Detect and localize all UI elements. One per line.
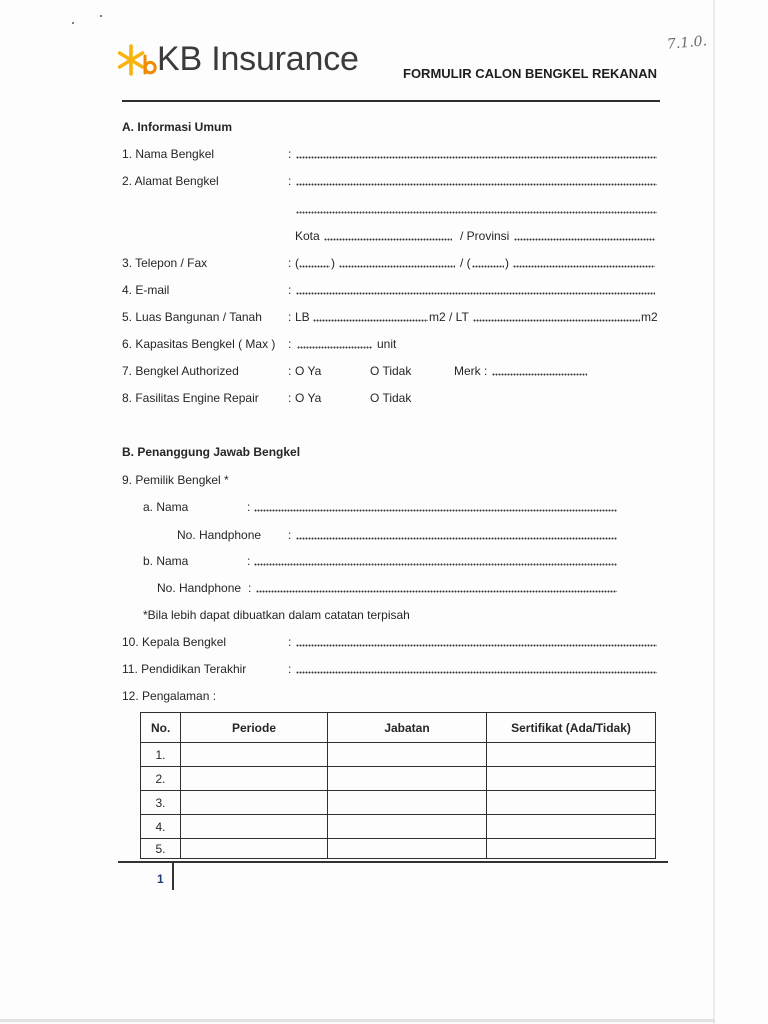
field-separator: : <box>248 581 252 595</box>
luas-unit: m2 <box>641 310 658 324</box>
field-separator: : <box>288 662 292 676</box>
brand-name: KB Insurance <box>157 40 359 78</box>
fill-in-line <box>254 563 617 566</box>
field-label: 9. Pemilik Bengkel * <box>122 473 229 487</box>
row-number: 5. <box>141 839 181 859</box>
field-separator: : <box>288 147 292 161</box>
field-separator: : <box>288 283 292 297</box>
sertifikat-cell <box>487 839 656 859</box>
field-label: 2. Alamat Bengkel <box>122 174 219 188</box>
table-row <box>141 815 656 839</box>
periode-cell <box>181 767 328 791</box>
fax-area-code-open: / ( <box>460 256 471 270</box>
fill-in-line <box>513 265 655 268</box>
scan-speck <box>100 15 102 17</box>
periode-cell <box>181 743 328 767</box>
fill-in-line <box>492 373 587 376</box>
merk-label: Merk : <box>454 364 488 378</box>
field-label: 3. Telepon / Fax <box>122 256 208 270</box>
fill-in-line <box>472 265 504 268</box>
fill-in-line <box>324 238 452 241</box>
jabatan-cell <box>328 815 487 839</box>
sertifikat-cell <box>487 743 656 767</box>
field-kapasitas <box>0 336 768 352</box>
field-label: b. Nama <box>143 554 189 568</box>
field-label: 10. Kepala Bengkel <box>122 635 227 649</box>
field-telepon-fax <box>0 255 768 271</box>
field-separator: : <box>288 310 292 324</box>
field-separator: : <box>288 391 292 405</box>
option-tidak: O Tidak <box>370 391 412 405</box>
field-label: 8. Fasilitas Engine Repair <box>122 391 259 405</box>
table-row <box>141 767 656 791</box>
fill-in-line <box>297 346 372 349</box>
luas-tanah-prefix: m2 / LT <box>429 310 469 324</box>
field-owner-b-handphone <box>0 580 768 596</box>
periode-cell <box>181 791 328 815</box>
jabatan-cell <box>328 791 487 815</box>
kota-label: Kota <box>295 229 320 243</box>
fill-in-line <box>514 238 655 241</box>
section-b-heading <box>0 444 768 460</box>
option-ya: O Ya <box>295 391 322 405</box>
table-row <box>141 791 656 815</box>
field-label: 11. Pendidikan Terakhir <box>122 662 247 676</box>
area-code-open: ( <box>295 256 299 270</box>
fill-in-line <box>256 590 617 593</box>
jabatan-cell <box>328 767 487 791</box>
column-header-no: No. <box>141 713 181 743</box>
experience-table <box>140 712 656 859</box>
field-label: 7. Bengkel Authorized <box>122 364 239 378</box>
header-divider <box>122 100 660 102</box>
field-alamat-bengkel <box>0 173 768 189</box>
fill-in-line <box>296 183 657 186</box>
section-a-heading <box>0 119 768 135</box>
field-owner-a-handphone <box>0 527 768 543</box>
table-row <box>141 839 656 859</box>
scan-edge-bottom <box>0 1019 715 1022</box>
field-pendidikan-terakhir <box>0 661 768 677</box>
option-tidak: O Tidak <box>370 364 412 378</box>
field-kepala-bengkel <box>0 634 768 650</box>
luas-bangunan-prefix: LB <box>295 310 310 324</box>
page-number-bar <box>172 862 174 890</box>
field-owner-b-nama <box>0 553 768 569</box>
field-separator: : <box>288 635 292 649</box>
table-header-row <box>141 713 656 743</box>
kb-star-logo-icon <box>118 43 158 77</box>
fill-in-line <box>296 537 617 540</box>
row-number: 4. <box>141 815 181 839</box>
fill-in-line <box>296 644 657 647</box>
scan-speck <box>72 22 74 24</box>
field-nama-bengkel <box>0 146 768 162</box>
field-label: 1. Nama Bengkel <box>122 147 215 161</box>
field-label: No. Handphone <box>157 581 242 595</box>
field-separator: : <box>288 337 292 351</box>
area-code-close: ) <box>331 256 335 270</box>
footer-divider <box>118 861 668 863</box>
fill-in-line <box>296 292 655 295</box>
fill-in-line <box>473 319 640 322</box>
sertifikat-cell <box>487 791 656 815</box>
handwritten-mark: 7.1.0. <box>666 33 708 53</box>
jabatan-cell <box>328 743 487 767</box>
field-luas <box>0 309 768 325</box>
field-label: 6. Kapasitas Bengkel ( Max ) <box>122 337 276 351</box>
fill-in-line <box>339 265 455 268</box>
row-number: 3. <box>141 791 181 815</box>
jabatan-cell <box>328 839 487 859</box>
field-separator: : <box>288 528 292 542</box>
owner-note <box>0 607 768 623</box>
sertifikat-cell <box>487 767 656 791</box>
kb-insurance-logo <box>118 43 158 77</box>
option-ya: O Ya <box>295 364 322 378</box>
fax-area-code-close: ) <box>505 256 509 270</box>
field-pengalaman <box>0 688 768 704</box>
field-label: 4. E-mail <box>122 283 170 297</box>
field-alamat-continuation <box>0 201 768 217</box>
fill-in-line <box>254 509 617 512</box>
provinsi-label: / Provinsi <box>460 229 510 243</box>
table-row <box>141 743 656 767</box>
section-b-title: B. Penanggung Jawab Bengkel <box>122 445 301 459</box>
section-a-title: A. Informasi Umum <box>122 120 233 134</box>
field-pemilik-bengkel <box>0 472 768 488</box>
field-kota-provinsi <box>0 228 768 244</box>
field-bengkel-authorized <box>0 363 768 379</box>
field-engine-repair <box>0 390 768 406</box>
field-separator: : <box>288 364 292 378</box>
periode-cell <box>181 815 328 839</box>
field-separator: : <box>247 554 251 568</box>
field-label: 12. Pengalaman : <box>122 689 217 703</box>
column-header-sertifikat: Sertifikat (Ada/Tidak) <box>487 713 656 743</box>
field-separator: : <box>288 174 292 188</box>
fill-in-line <box>313 319 428 322</box>
column-header-jabatan: Jabatan <box>328 713 487 743</box>
note-text: *Bila lebih dapat dibuatkan dalam catatan terpisah <box>143 608 410 622</box>
field-label: No. Handphone <box>177 528 262 542</box>
field-email <box>0 282 768 298</box>
column-header-periode: Periode <box>181 713 328 743</box>
row-number: 2. <box>141 767 181 791</box>
periode-cell <box>181 839 328 859</box>
row-number: 1. <box>141 743 181 767</box>
fill-in-line <box>299 265 330 268</box>
field-separator: : <box>288 256 292 270</box>
fill-in-line <box>296 156 657 159</box>
field-owner-a-nama <box>0 499 768 515</box>
field-label: a. Nama <box>143 500 189 514</box>
form-title: FORMULIR CALON BENGKEL REKANAN <box>403 66 657 81</box>
field-label: 5. Luas Bangunan / Tanah <box>122 310 262 324</box>
sertifikat-cell <box>487 815 656 839</box>
kapasitas-unit: unit <box>377 337 397 351</box>
fill-in-line <box>296 211 657 214</box>
page-number: 1 <box>157 872 164 886</box>
fill-in-line <box>296 671 657 674</box>
field-separator: : <box>247 500 251 514</box>
